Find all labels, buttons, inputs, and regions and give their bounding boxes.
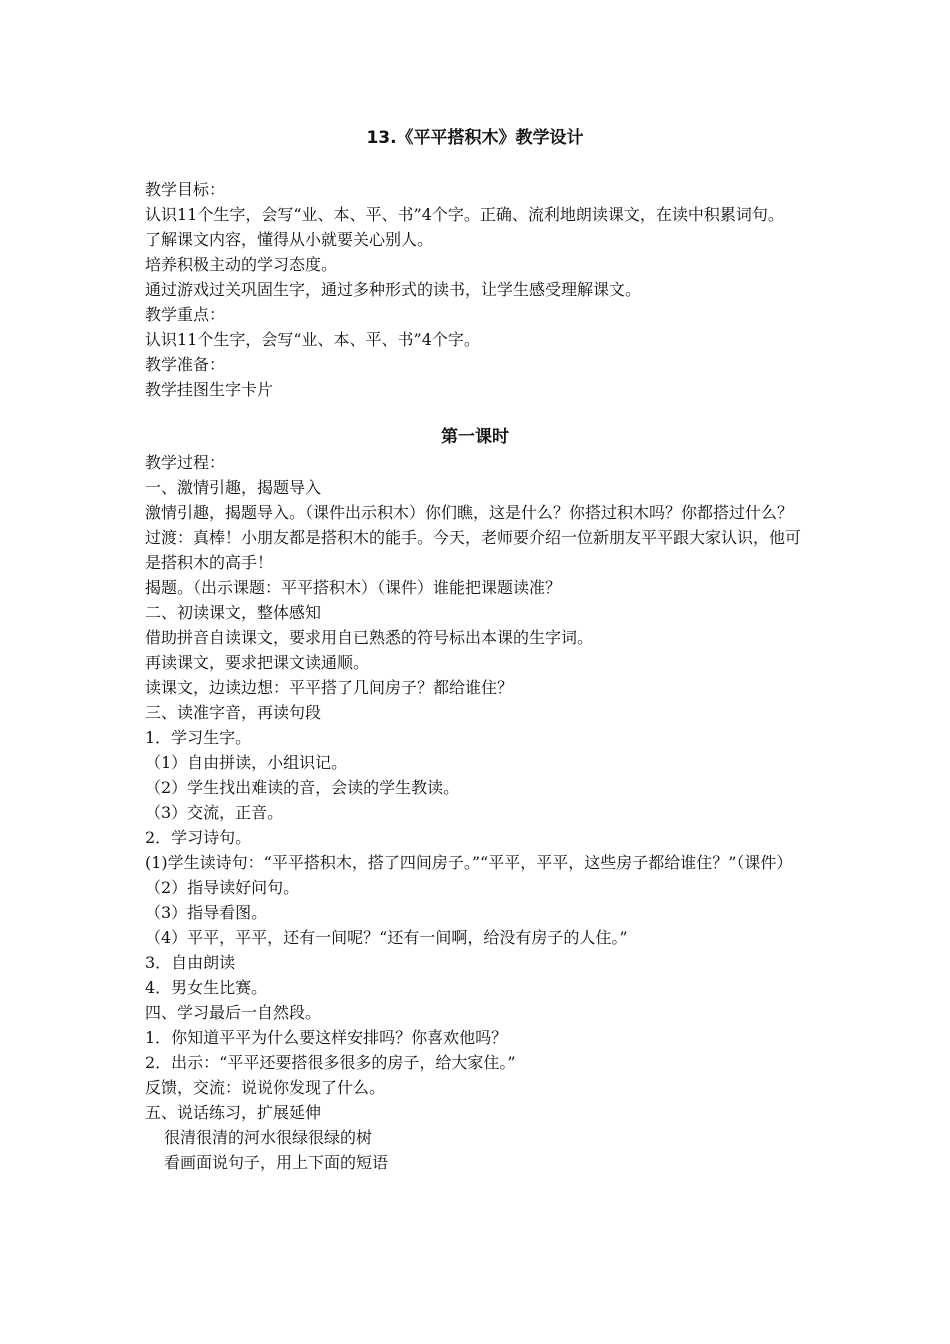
step-heading: 三、读准字音，再读句段 (145, 703, 322, 722)
step-heading: 四、学习最后一自然段。 (145, 1003, 322, 1022)
step-heading: 五、说话练习，扩展延伸 (145, 1103, 322, 1122)
sub-step: 2．学习诗句。 (145, 828, 252, 847)
paragraph: 过渡：真棒！小朋友都是搭积木的能手。今天，老师要介绍一位新朋友平平跟大家认识，他可是搭积木的高手！ (145, 528, 802, 572)
paragraph: 很清很清的河水很绿很绿的树 (164, 1128, 373, 1147)
step-heading: 二、初读课文，整体感知 (145, 603, 322, 622)
list-item: （4）平平，平平，还有一间呢？“还有一间啊，给没有房子的人住。” (145, 928, 628, 947)
document-title: 13.《平平搭积木》教学设计 (366, 128, 584, 148)
lesson-heading: 第一课时 (441, 427, 509, 447)
paragraph: 激情引趣，揭题导入。（课件出示积木）你们瞧，这是什么？你搭过积木吗？你都搭过什么？ (145, 503, 794, 522)
paragraph: 再读课文，要求把课文读通顺。 (145, 653, 370, 672)
sub-step: 1．你知道平平为什么要这样安排吗？你喜欢他吗？ (145, 1028, 508, 1047)
list-item: （2）指导读好问句。 (145, 878, 300, 897)
list-item: (1)学生读诗句：“平平搭积木，搭了四间房子。”“平平，平平，这些房子都给谁住？”（课件） (145, 853, 793, 872)
list-item: （3）指导看图。 (145, 903, 268, 922)
paragraph: 了解课文内容，懂得从小就要关心别人。 (145, 230, 434, 249)
list-item: （1）自由拼读，小组识记。 (145, 753, 348, 772)
paragraph: 揭题。（出示课题：平平搭积木）（课件）谁能把课题读准？ (145, 578, 562, 597)
sub-step: 1．学习生字。 (145, 728, 252, 747)
list-item: （2）学生找出难读的音，会读的学生教读。 (145, 778, 460, 797)
sub-step: 2．出示：“平平还要搭很多很多的房子，给大家住。” (145, 1053, 516, 1072)
paragraph: 认识11个生字，会写“业、本、平、书”4个字。正确、流利地朗读课文，在读中积累词句。 (145, 205, 784, 224)
intro-section (145, 177, 810, 402)
paragraph: 教学挂图生字卡片 (145, 380, 274, 399)
paragraph: 通过游戏过关巩固生字，通过多种形式的读书，让学生感受理解课文。 (145, 280, 642, 299)
list-item: （3）交流，正音。 (145, 803, 284, 822)
section-label: 教学准备： (145, 355, 226, 374)
section-label: 教学重点： (145, 305, 226, 324)
paragraph: 借助拼音自读课文，要求用自已熟悉的符号标出本课的生字词。 (145, 628, 594, 647)
section-label: 教学目标： (145, 180, 226, 199)
paragraph: 看画面说句子，用上下面的短语 (164, 1153, 389, 1172)
paragraph: 读课文，边读边想：平平搭了几间房子？都给谁住？ (145, 678, 514, 697)
paragraph: 反馈，交流：说说你发现了什么。 (145, 1078, 386, 1097)
sub-step: 4．男女生比赛。 (145, 978, 268, 997)
paragraph: 认识11个生字，会写“业、本、平、书”4个字。 (145, 330, 480, 349)
process-section (145, 450, 810, 1175)
paragraph: 培养积极主动的学习态度。 (145, 255, 338, 274)
section-label: 教学过程： (145, 453, 226, 472)
sub-step: 3．自由朗读 (145, 953, 236, 972)
step-heading: 一、激情引趣，揭题导入 (145, 478, 322, 497)
